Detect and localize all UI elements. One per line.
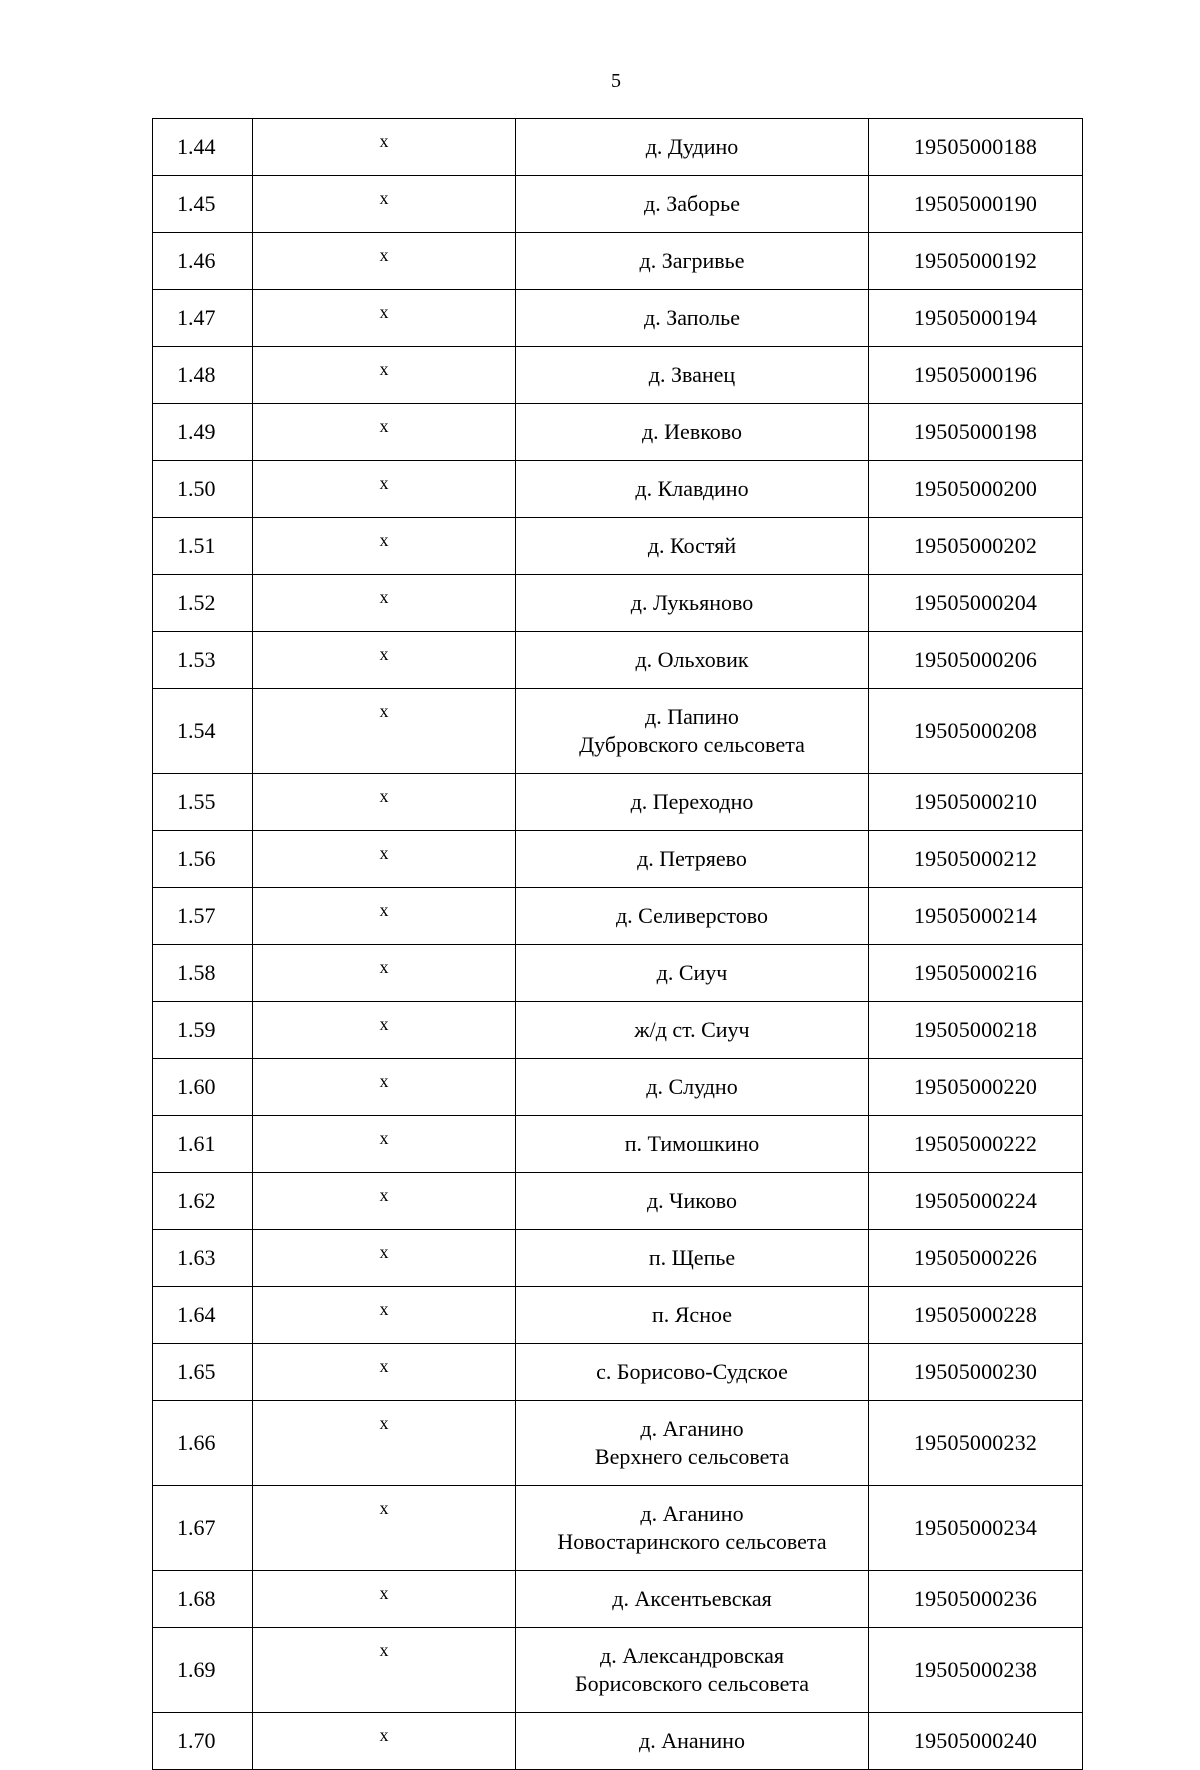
settlement-name-cell [516,1713,869,1770]
table-row [153,1116,1083,1173]
mark-cell: x [253,1173,516,1230]
settlement-code-cell: 19505000190 [869,176,1083,233]
mark-cell: x [253,689,516,774]
settlement-name-cell [516,1287,869,1344]
settlement-name-cell [516,1486,869,1571]
settlement-name-cell [516,176,869,233]
settlement-name-cell [516,575,869,632]
settlement-name-cell [516,774,869,831]
mark-cell: x [253,632,516,689]
settlement-council: Дубровского сельсовета [579,732,805,757]
settlement-code-cell: 19505000202 [869,518,1083,575]
settlement-code-cell: 19505000188 [869,119,1083,176]
table-row [153,575,1083,632]
settlement-name-cell [516,689,869,774]
settlement-name: д. Переходно [630,789,754,814]
settlement-name-cell [516,1002,869,1059]
row-number-cell: 1.64 [153,1287,253,1344]
table-row [153,888,1083,945]
row-number-cell: 1.49 [153,404,253,461]
row-number-cell: 1.55 [153,774,253,831]
settlement-name: д. Загривье [639,248,745,273]
settlement-name: д. Чиково [646,1188,738,1213]
table-row [153,404,1083,461]
mark-cell: x [253,774,516,831]
settlement-council: Борисовского сельсовета [575,1671,809,1696]
table-row [153,1287,1083,1344]
settlement-name-cell [516,1116,869,1173]
settlement-name-cell [516,119,869,176]
table-row [153,1571,1083,1628]
mark-cell: x [253,1571,516,1628]
mark-cell: x [253,831,516,888]
table-row [153,461,1083,518]
settlement-code-cell: 19505000200 [869,461,1083,518]
row-number-cell: 1.61 [153,1116,253,1173]
settlement-code-cell: 19505000214 [869,888,1083,945]
settlement-name-cell [516,347,869,404]
settlement-name: д. Папино [645,704,739,729]
row-number-cell: 1.47 [153,290,253,347]
settlement-name: д. Слудно [646,1074,738,1099]
row-number-cell: 1.51 [153,518,253,575]
table-row [153,689,1083,774]
settlement-code-cell: 19505000198 [869,404,1083,461]
settlement-code-cell: 19505000194 [869,290,1083,347]
settlement-code-cell: 19505000210 [869,774,1083,831]
settlement-name: д. Лукьяново [630,590,754,615]
mark-cell: x [253,1486,516,1571]
table-row [153,1401,1083,1486]
settlement-code-cell: 19505000224 [869,1173,1083,1230]
table-row [153,1059,1083,1116]
settlement-code-cell: 19505000228 [869,1287,1083,1344]
table-row [153,1486,1083,1571]
settlement-code-cell: 19505000222 [869,1116,1083,1173]
table-row [153,1628,1083,1713]
settlement-name-cell [516,1628,869,1713]
mark-cell: x [253,404,516,461]
row-number-cell: 1.54 [153,689,253,774]
settlement-name-cell [516,632,869,689]
row-number-cell: 1.65 [153,1344,253,1401]
table-body [153,119,1083,1770]
settlement-code-cell: 19505000234 [869,1486,1083,1571]
settlement-name: д. Клавдино [635,476,749,501]
table-row [153,1173,1083,1230]
settlement-name: д. Костяй [647,533,737,558]
settlement-code-cell: 19505000240 [869,1713,1083,1770]
settlement-code-cell: 19505000216 [869,945,1083,1002]
table-row [153,945,1083,1002]
row-number-cell: 1.68 [153,1571,253,1628]
settlement-code-cell: 19505000206 [869,632,1083,689]
row-number-cell: 1.44 [153,119,253,176]
settlement-name: д. Селиверстово [615,903,768,928]
table-row [153,1713,1083,1770]
mark-cell: x [253,1713,516,1770]
settlement-name-cell [516,1059,869,1116]
mark-cell: x [253,1059,516,1116]
mark-cell: x [253,1116,516,1173]
table-row [153,632,1083,689]
row-number-cell: 1.66 [153,1401,253,1486]
settlement-code-cell: 19505000218 [869,1002,1083,1059]
row-number-cell: 1.50 [153,461,253,518]
settlement-name-cell [516,518,869,575]
settlement-code-cell: 19505000204 [869,575,1083,632]
table-row [153,176,1083,233]
settlement-name: д. Александровская [600,1643,784,1668]
settlement-name: д. Иевково [641,419,743,444]
table-row [153,347,1083,404]
mark-cell: x [253,233,516,290]
table-row [153,1230,1083,1287]
mark-cell: x [253,119,516,176]
settlement-code-cell: 19505000196 [869,347,1083,404]
settlement-name-cell [516,404,869,461]
settlement-name-cell [516,290,869,347]
page-number: 5 [611,70,621,92]
row-number-cell: 1.59 [153,1002,253,1059]
row-number-cell: 1.57 [153,888,253,945]
mark-cell: x [253,347,516,404]
row-number-cell: 1.48 [153,347,253,404]
table-row [153,774,1083,831]
settlement-name: с. Борисово-Судское [596,1359,788,1384]
mark-cell: x [253,575,516,632]
table-row [153,1344,1083,1401]
row-number-cell: 1.60 [153,1059,253,1116]
row-number-cell: 1.70 [153,1713,253,1770]
row-number-cell: 1.62 [153,1173,253,1230]
settlement-name-cell [516,1230,869,1287]
settlement-name-cell [516,1344,869,1401]
settlement-name: д. Сиуч [656,960,728,985]
settlement-code-cell: 19505000192 [869,233,1083,290]
settlement-name-cell [516,461,869,518]
settlement-name: п. Ясное [651,1302,733,1327]
table-row [153,1002,1083,1059]
mark-cell: x [253,290,516,347]
settlement-code-cell: 19505000232 [869,1401,1083,1486]
table-row [153,233,1083,290]
row-number-cell: 1.67 [153,1486,253,1571]
mark-cell: x [253,461,516,518]
settlement-name-cell [516,888,869,945]
settlement-name: д. Ананино [639,1728,745,1753]
table-row [153,290,1083,347]
settlement-name: д. Аксентьевская [612,1586,772,1611]
mark-cell: x [253,1287,516,1344]
mark-cell: x [253,1230,516,1287]
row-number-cell: 1.52 [153,575,253,632]
settlement-code-cell: 19505000226 [869,1230,1083,1287]
mark-cell: x [253,1002,516,1059]
settlement-name: п. Щепье [648,1245,736,1270]
settlement-name-cell [516,1571,869,1628]
mark-cell: x [253,518,516,575]
table-row [153,119,1083,176]
settlement-code-cell: 19505000238 [869,1628,1083,1713]
settlement-code-cell: 19505000236 [869,1571,1083,1628]
settlement-name: п. Тимошкино [624,1131,760,1156]
settlement-name: д. Заполье [644,305,740,330]
settlement-name-cell [516,1173,869,1230]
table-row [153,518,1083,575]
mark-cell: x [253,176,516,233]
settlement-name: д. Аганино [640,1416,744,1441]
mark-cell: x [253,1628,516,1713]
settlement-name: д. Заборье [644,191,740,216]
mark-cell: x [253,945,516,1002]
settlement-council: Новостаринского сельсовета [557,1529,827,1554]
settlement-code-cell: 19505000208 [869,689,1083,774]
row-number-cell: 1.58 [153,945,253,1002]
settlement-name: д. Петряево [637,846,747,871]
mark-cell: x [253,1401,516,1486]
settlement-name: д. Дудино [645,134,739,159]
settlement-name-cell [516,831,869,888]
settlement-name: ж/д ст. Сиуч [634,1017,750,1042]
settlement-name: д. Аганино [640,1501,744,1526]
row-number-cell: 1.45 [153,176,253,233]
row-number-cell: 1.46 [153,233,253,290]
settlement-council: Верхнего сельсовета [594,1444,790,1469]
mark-cell: x [253,888,516,945]
row-number-cell: 1.53 [153,632,253,689]
row-number-cell: 1.69 [153,1628,253,1713]
row-number-cell: 1.56 [153,831,253,888]
settlement-name-cell [516,1401,869,1486]
settlement-code-cell: 19505000230 [869,1344,1083,1401]
settlement-code-cell: 19505000220 [869,1059,1083,1116]
settlement-name: д. Званец [648,362,736,387]
settlement-code-cell: 19505000212 [869,831,1083,888]
settlements-table [152,118,1083,1770]
row-number-cell: 1.63 [153,1230,253,1287]
settlement-name-cell [516,945,869,1002]
mark-cell: x [253,1344,516,1401]
settlement-name: д. Ольховик [635,647,749,672]
table-row [153,831,1083,888]
settlement-name-cell [516,233,869,290]
